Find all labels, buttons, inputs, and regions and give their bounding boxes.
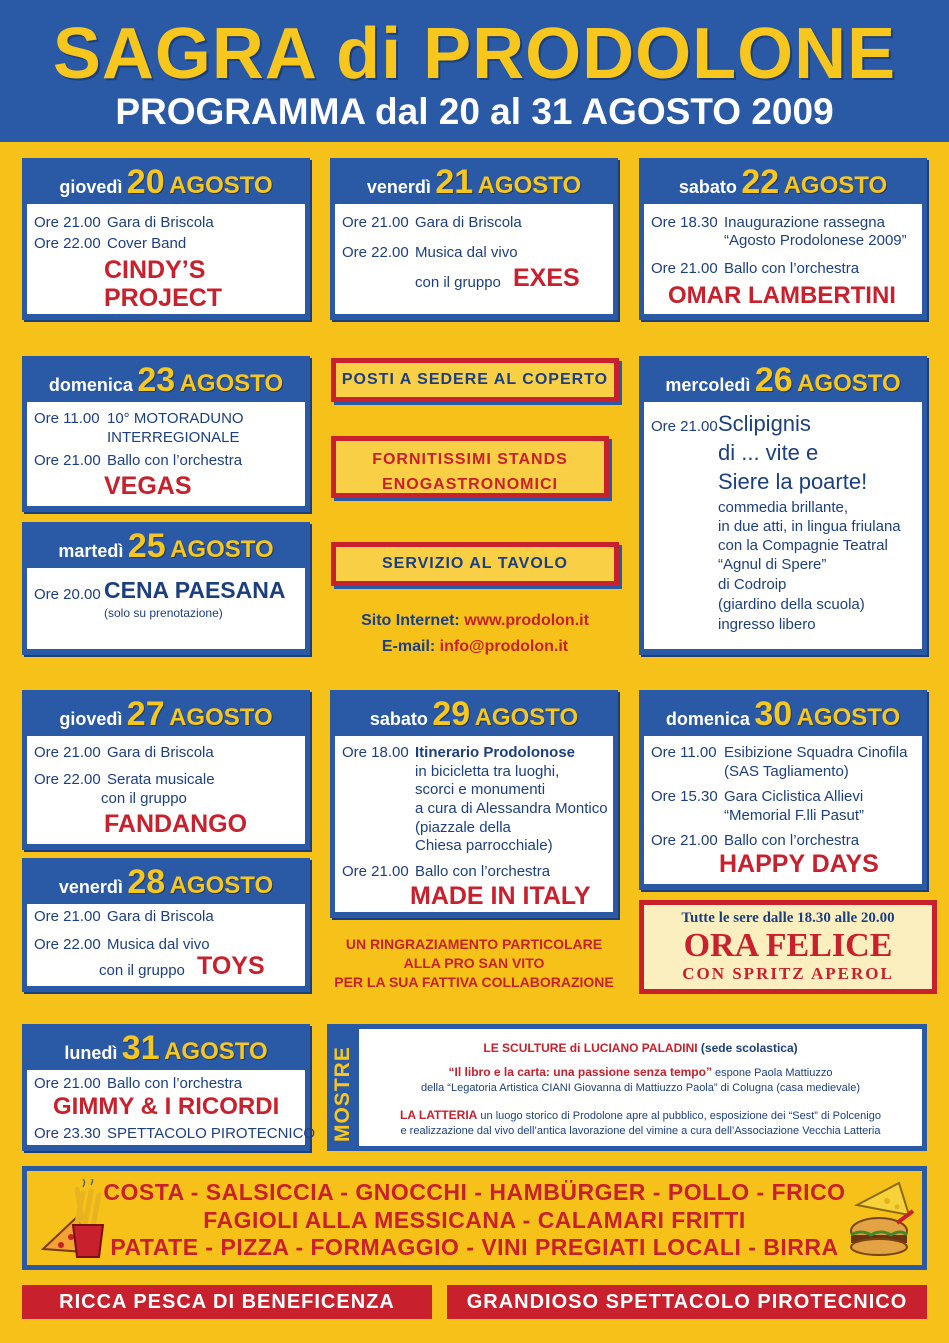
day-card-20: [22, 158, 310, 320]
day-month: AGOSTO: [179, 370, 284, 397]
event-time: Ore 22.00: [342, 244, 409, 261]
ora-felice-title: ORA FELICE: [683, 927, 893, 964]
day-card-26: [639, 356, 927, 655]
mostre-body: [359, 1029, 922, 1146]
day-weekday: sabato: [678, 177, 737, 197]
site-label: Sito Internet:: [361, 612, 460, 629]
event-time: Ore 15.30: [651, 788, 718, 805]
email-line: [320, 636, 630, 658]
headliner: CINDY’S: [104, 256, 206, 284]
headliner: MADE IN ITALY: [410, 882, 591, 910]
event-text: INTERREGIONALE: [107, 429, 240, 446]
event-text: SPETTACOLO PIROTECNICO: [107, 1125, 316, 1142]
page-title: SAGRA di PRODOLONE: [52, 14, 897, 94]
mostre-box: [327, 1024, 927, 1151]
day-heading: [22, 1024, 310, 1070]
day-card-29: [330, 690, 618, 918]
footer-beneficenza: RICCA PESCA DI BENEFICENZA: [22, 1285, 432, 1319]
page-subtitle: PROGRAMMA dal 20 al 31 AGOSTO 2009: [115, 91, 834, 132]
day-month: AGOSTO: [169, 872, 274, 899]
day-weekday: giovedì: [59, 709, 123, 729]
event-text: 10° MOTORADUNO: [107, 410, 244, 427]
event-time: Ore 21.00: [34, 908, 101, 925]
food-line: FAGIOLI ALLA MESSICANA - CALAMARI FRITTI: [203, 1207, 746, 1233]
ora-felice-time: Tutte le sere dalle 18.30 alle 20.00: [681, 910, 895, 926]
event-text: commedia brillante,: [718, 499, 849, 516]
event-text: in bicicletta tra luoghi,: [415, 763, 560, 780]
day-body: [335, 204, 613, 314]
day-number: 21: [435, 163, 474, 201]
fries-pizza-icon: [37, 1179, 122, 1261]
event-time: Ore 21.00: [342, 863, 409, 880]
day-body: [644, 736, 922, 884]
day-weekday: lunedì: [64, 1043, 118, 1063]
mostre-text: e realizzazione dal vivo dell’antica lavorazione del vimine a cura dell’Associazione Vecchia Latteria: [400, 1125, 881, 1137]
day-month: AGOSTO: [783, 172, 888, 199]
event-text: ingresso libero: [718, 616, 816, 633]
day-card-23: [22, 356, 310, 512]
day-body: [27, 204, 305, 314]
email-link[interactable]: info@prodolon.it: [439, 638, 569, 655]
day-month: AGOSTO: [169, 704, 273, 731]
food-line: PATATE - PIZZA - FORMAGGIO - VINI PREGIATI LOCALI - BIRRA: [110, 1234, 839, 1260]
day-body: [335, 736, 613, 912]
event-text: Gara di Briscola: [107, 214, 214, 231]
day-card-27: [22, 690, 310, 850]
event-text: Gara di Briscola: [107, 744, 214, 761]
headliner: PROJECT: [104, 284, 223, 312]
event-time: Ore 11.00: [651, 744, 717, 761]
event-time: Ore 21.00: [34, 452, 101, 469]
day-body: [27, 402, 305, 506]
day-heading: [639, 158, 927, 204]
event-text: Musica dal vivo: [107, 936, 210, 953]
event-time: Ore 21.00: [651, 418, 718, 435]
mostre-label-strip: [327, 1024, 357, 1151]
day-card-25: [22, 522, 310, 655]
event-time: Ore 22.00: [34, 936, 101, 953]
event-time: Ore 18.00: [342, 744, 409, 761]
notice-stands: [331, 436, 609, 498]
day-month: AGOSTO: [477, 172, 582, 199]
mostre-place: (sede scolastica): [700, 1041, 798, 1055]
event-text: Ballo con l’orchestra: [107, 1075, 243, 1092]
event-text: scorci e monumenti: [415, 781, 546, 798]
email-label: E-mail:: [381, 638, 436, 655]
day-body: [27, 568, 305, 649]
day-number: 27: [126, 695, 165, 733]
event-text: (giardino della scuola): [718, 596, 865, 613]
day-number: 23: [137, 361, 176, 399]
day-heading: [22, 690, 310, 736]
day-weekday: martedì: [58, 541, 124, 561]
event-note: (solo su prenotazione): [104, 606, 223, 620]
notice-text: SERVIZIO AL TAVOLO: [381, 555, 568, 572]
mostre-text: un luogo storico di Prodolone apre al pubblico, esposizione dei “Sest” di Polcenigo: [480, 1110, 881, 1122]
day-weekday: venerdì: [58, 877, 123, 897]
day-weekday: domenica: [665, 709, 750, 729]
day-weekday: venerdì: [366, 177, 431, 197]
day-body: [644, 402, 922, 649]
mostre-line: [359, 1041, 922, 1055]
event-time: Ore 22.00: [34, 771, 101, 788]
day-heading: [22, 158, 310, 204]
day-number: 20: [126, 163, 165, 201]
day-card-21: [330, 158, 618, 320]
event-text: di Codroip: [718, 576, 787, 593]
day-number: 31: [121, 1029, 160, 1067]
mostre-title: LE SCULTURE di LUCIANO PALADINI: [483, 1041, 698, 1055]
event-text: Chiesa parrocchiale): [415, 837, 553, 854]
day-month: AGOSTO: [796, 704, 901, 731]
event-text: Serata musicale: [107, 771, 215, 788]
thanks-line: PER LA SUA FATTIVA COLLABORAZIONE: [334, 974, 614, 990]
mostre-label: MOSTRE: [331, 1046, 354, 1142]
day-number: 30: [754, 695, 793, 733]
event-time: Ore 23.30: [34, 1125, 101, 1142]
day-weekday: mercoledì: [665, 375, 751, 395]
event-time: Ore 21.00: [651, 832, 718, 849]
event-text: “Agosto Prodolonese 2009”: [724, 232, 907, 249]
event-time: Ore 20.00: [34, 586, 101, 603]
event-text: Cover Band: [107, 235, 187, 252]
event-time: Ore 21.00: [34, 214, 101, 231]
site-line: [320, 610, 630, 632]
day-heading: [639, 356, 927, 402]
day-number: 28: [127, 863, 166, 901]
notice-text: ENOGASTRONOMICI: [382, 476, 558, 493]
event-text: “Agnul di Spere”: [718, 556, 827, 573]
event-text: (SAS Tagliamento): [724, 763, 849, 780]
notice-text: POSTI A SEDERE AL COPERTO: [341, 371, 609, 388]
day-card-30: [639, 690, 927, 890]
food-banner: [22, 1166, 927, 1270]
day-heading: [330, 690, 618, 736]
day-month: AGOSTO: [474, 704, 579, 731]
footer-pirotecnico: GRANDIOSO SPETTACOLO PIROTECNICO: [447, 1285, 927, 1319]
thanks-line: ALLA PRO SAN VITO: [403, 955, 545, 971]
day-heading: [22, 522, 310, 568]
headliner: VEGAS: [104, 472, 192, 500]
event-text: Gara Ciclistica Allievi: [724, 788, 864, 805]
mostre-title: LA LATTERIA: [400, 1108, 478, 1122]
day-heading: [639, 690, 927, 736]
event-time: Ore 22.00: [34, 235, 101, 252]
day-heading: [22, 858, 310, 904]
event-text: con la Compagnie Teatral: [718, 537, 888, 554]
day-card-31: [22, 1024, 316, 1151]
day-number: 22: [741, 163, 780, 201]
notice-servizio: [331, 542, 619, 586]
headliner: OMAR LAMBERTINI: [668, 282, 896, 309]
event-text: in due atti, in lingua friulana: [718, 518, 901, 535]
day-heading: [330, 158, 618, 204]
day-body: [644, 204, 922, 314]
event-text: Ballo con l’orchestra: [724, 832, 860, 849]
event-time: Ore 21.00: [651, 260, 718, 277]
ora-felice-box: [639, 900, 937, 994]
headliner: FANDANGO: [104, 810, 248, 838]
event-text: Ballo con l’orchestra: [724, 260, 860, 277]
event-text: Gara di Briscola: [415, 214, 522, 231]
headliner: TOYS: [197, 952, 265, 980]
day-heading: [22, 356, 310, 402]
event-time: Ore 11.00: [34, 410, 100, 427]
event-text: con il gruppo: [415, 274, 501, 291]
event-text: Ballo con l’orchestra: [107, 452, 243, 469]
cheese-burger-icon: [839, 1175, 919, 1263]
event-text: Musica dal vivo: [415, 244, 518, 261]
day-weekday: domenica: [48, 375, 133, 395]
day-number: 25: [127, 527, 166, 565]
headliner: HAPPY DAYS: [719, 850, 879, 878]
event-text: Esibizione Squadra Cinofila: [724, 744, 908, 761]
mostre-title: “Il libro e la carta: una passione senza tempo”: [448, 1065, 712, 1079]
mostre-line: [359, 1108, 922, 1123]
event-text: Ballo con l’orchestra: [415, 863, 551, 880]
day-card-22: [639, 158, 927, 320]
day-body: [27, 904, 305, 986]
event-text: a cura di Alessandra Montico: [415, 800, 608, 817]
event-text: con il gruppo: [99, 962, 185, 979]
mostre-text: della “Legatoria Artistica CIANI Giovanna di Mattiuzzo Paola” di Colugna (casa medievale): [421, 1082, 860, 1094]
event-text: (piazzale della: [415, 819, 511, 836]
day-number: 29: [432, 695, 471, 733]
day-month: AGOSTO: [797, 370, 901, 397]
headliner: GIMMY & I RICORDI: [53, 1093, 280, 1120]
notice-posti: [331, 358, 619, 402]
play-title: Siere la poarte!: [718, 469, 868, 494]
ora-felice-subtitle: CON SPRITZ APEROL: [682, 964, 894, 983]
day-card-28: [22, 858, 310, 992]
event-time: Ore 21.00: [34, 1075, 101, 1092]
food-banner-inner: [27, 1171, 922, 1265]
mostre-line: [359, 1065, 922, 1080]
event-text: con il gruppo: [101, 790, 187, 807]
headliner: CENA PAESANA: [104, 577, 286, 603]
headliner: EXES: [513, 264, 580, 292]
event-text: “Memorial F.lli Pasut”: [724, 807, 865, 824]
day-month: AGOSTO: [164, 1038, 268, 1065]
event-time: Ore 21.00: [342, 214, 409, 231]
event-text: Inaugurazione rassegna: [724, 214, 885, 231]
day-month: AGOSTO: [169, 172, 273, 199]
food-line: COSTA - SALSICCIA - GNOCCHI - HAMBÜRGER - POLLO - FRICO: [103, 1179, 846, 1205]
notice-text: FORNITISSIMI STANDS: [372, 451, 568, 468]
site-link[interactable]: www.prodolon.it: [464, 612, 589, 629]
day-weekday: giovedì: [59, 177, 123, 197]
mostre-label-svg: [327, 1024, 357, 1151]
event-time: Ore 21.00: [34, 744, 101, 761]
event-time: Ore 18.30: [651, 214, 718, 231]
day-body: [27, 1070, 316, 1145]
play-title: di ... vite e: [718, 440, 819, 465]
day-number: 26: [754, 361, 793, 399]
event-text: Gara di Briscola: [107, 908, 214, 925]
day-month: AGOSTO: [170, 536, 274, 563]
day-body: [27, 736, 305, 844]
mostre-text: espone Paola Mattiuzzo: [715, 1067, 833, 1079]
event-text: Itinerario Prodolonose: [415, 744, 576, 761]
thanks-line: UN RINGRAZIAMENTO PARTICOLARE: [345, 936, 603, 952]
play-title: Sclipignis: [718, 411, 811, 436]
day-weekday: sabato: [369, 709, 428, 729]
